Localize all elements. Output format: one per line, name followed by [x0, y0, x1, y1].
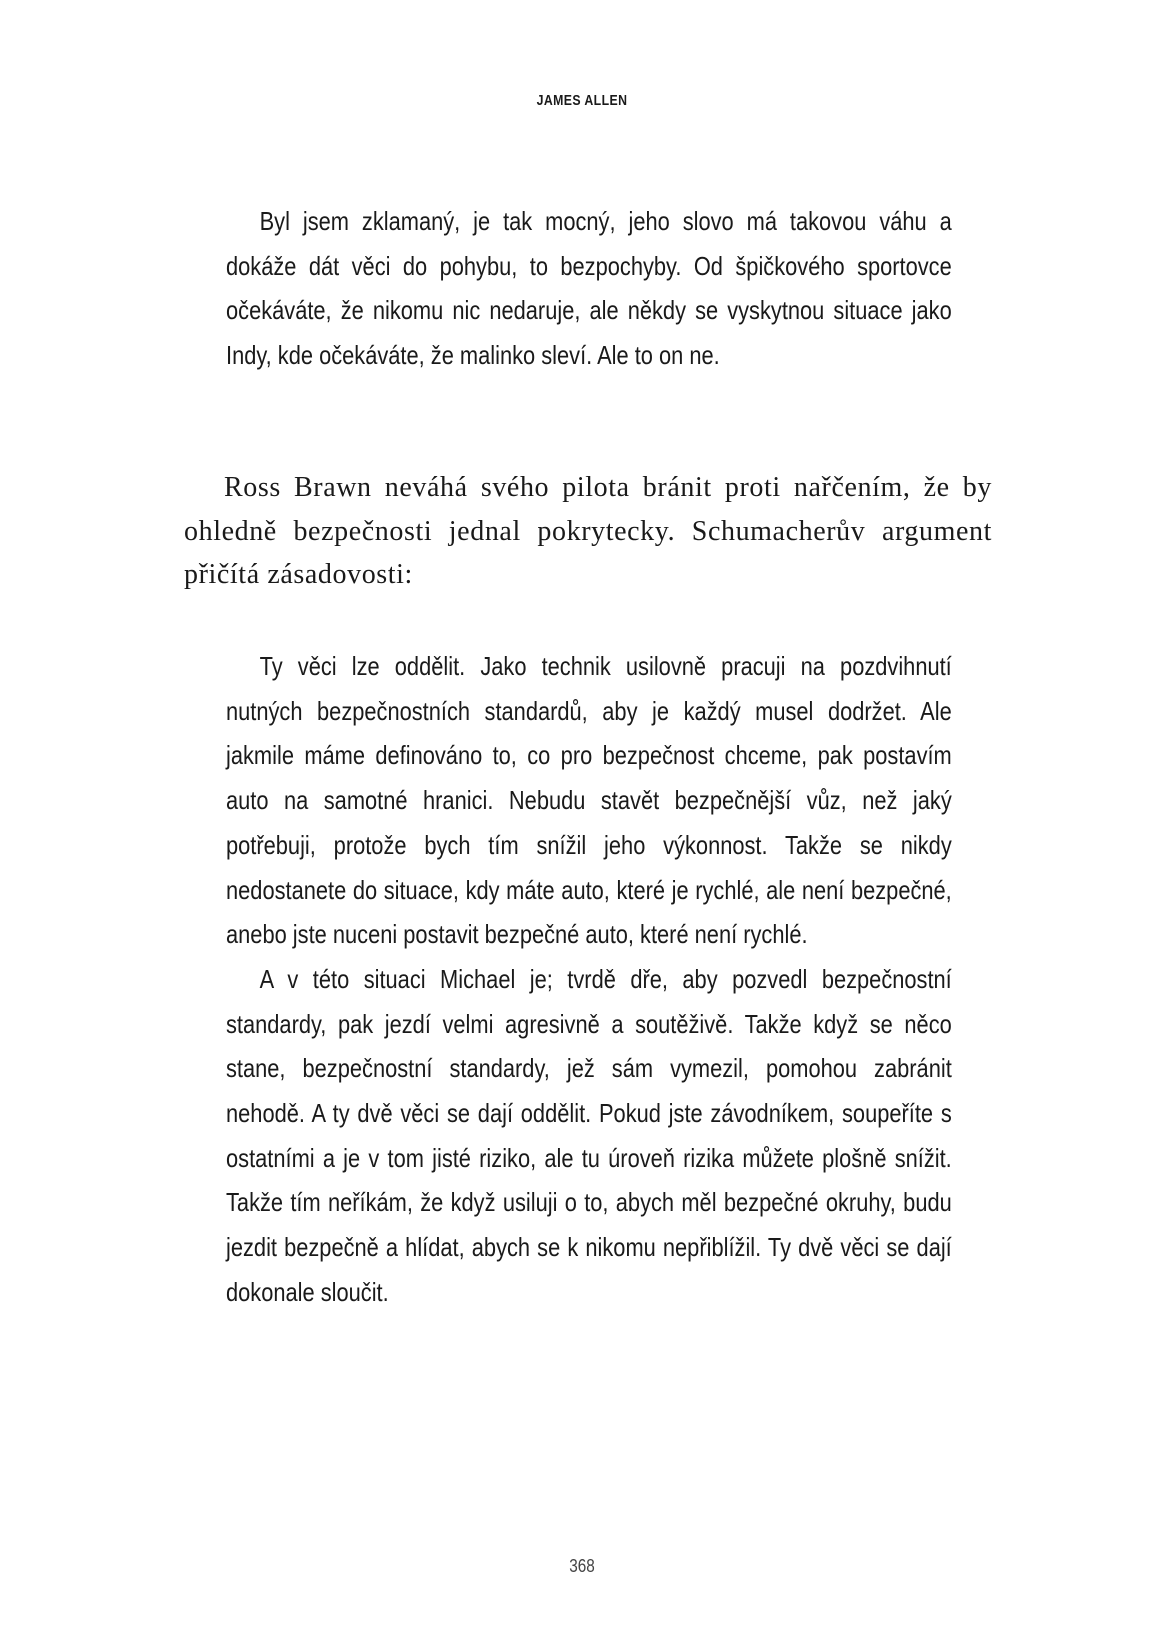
- narration-paragraph: Ross Brawn neváhá svého pilota bránit proti nařčením, že by ohledně bezpečnosti jednal pokrytecky. Schumacherův argument přičítá zásadovosti:: [184, 472, 992, 590]
- quote-paragraph: A v této situaci Michael je; tvrdě dře, aby pozvedl bezpečnostní standardy, pak jezdí velmi agresivně a soutěživě. Takže když se něco stane, bezpečnostní standardy, jež sám vymezil, pomohou zabránit nehodě. A ty dvě věci se dají oddělit. Pokud jste závodníkem, soupeříte s ostatními a je v tom jisté riziko, ale tu úroveň rizika můžete plošně snížit. Takže tím neříkám, že když usiluji o to, abych měl bezpečné okruhy, budu jezdit bezpečně a hlídat, abych se k nikomu nepřiblížil. Ty dvě věci se dají dokonale sloučit.: [226, 963, 952, 1307]
- page-number: 368: [569, 1556, 595, 1576]
- quote-paragraph: Ty věci lze oddělit. Jako technik usilovně pracuji na pozdvihnutí nutných bezpečnostních standardů, aby je každý musel dodržet. Ale jakmile máme definováno to, co pro bezpečnost chceme, pak postavím auto na samotné hranici. Nebudu stavět bezpečnější vůz, než jaký potřebuji, protože bych tím snížil jeho výkonnost. Takže se nikdy nedostanete do situace, kdy máte auto, které je rychlé, ale není bezpečné, anebo jste nuceni postavit bezpečné auto, které není rychlé.: [226, 651, 952, 950]
- block-quote-top: [226, 199, 952, 378]
- block-quote-bottom: [226, 644, 952, 1315]
- running-head: JAMES ALLEN: [536, 92, 628, 109]
- quote-paragraph: Byl jsem zklamaný, je tak mocný, jeho slovo má takovou váhu a dokáže dát věci do pohybu, to bezpochyby. Od špičkového sportovce očekáváte, že nikomu nic nedaruje, ale někdy se vyskytnou situace jako Indy, kde očekáváte, že malinko sleví. Ale to on ne.: [226, 206, 952, 371]
